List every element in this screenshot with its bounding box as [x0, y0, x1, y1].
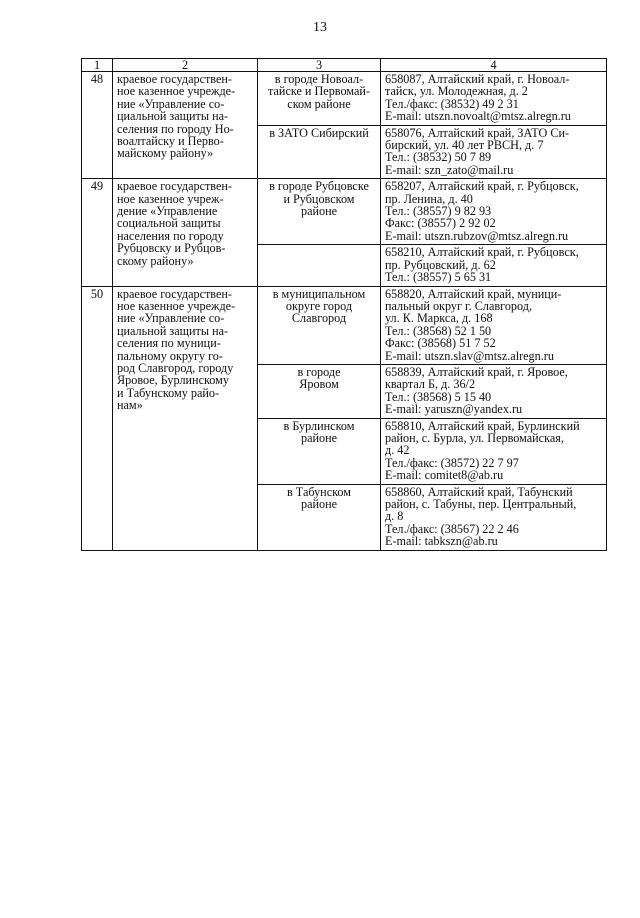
text-line: ное казенное учрежде-	[117, 84, 236, 99]
contact-cell	[381, 245, 607, 286]
text-line: пр. Ленина, д. 40	[385, 191, 473, 206]
text-line: Факс: (38557) 2 92 02	[385, 216, 496, 231]
district-cell	[258, 72, 381, 126]
text-line: населения по городу	[117, 228, 224, 243]
text-line: Рубцовску и Рубцов-	[117, 241, 226, 256]
text-line: Факс: (38568) 51 7 52	[385, 336, 496, 351]
text-line: E-mail: yaruszn@yandex.ru	[385, 402, 523, 417]
text-line: Тел.: (38557) 9 82 93	[385, 204, 492, 219]
text-line: Яровом	[299, 377, 339, 392]
text-line: 658860, Алтайский край, Табунский	[385, 484, 573, 499]
text-line: E-mail: utszn.rubzov@mtsz.alregn.ru	[385, 228, 569, 243]
institutions-table	[81, 58, 607, 551]
contact-cell	[381, 286, 607, 364]
text-line: ние «Управление со-	[117, 96, 225, 111]
text-line: ул. К. Маркса, д. 168	[385, 311, 493, 326]
text-line: краевое государствен-	[117, 286, 232, 301]
text-line: районе	[300, 497, 338, 511]
text-line: Тел./факс: (38567) 22 2 46	[385, 521, 519, 536]
text-line: д. 8	[385, 509, 404, 524]
text-line: E-mail: tabkszn@ab.ru	[385, 534, 498, 549]
text-line: районе	[300, 204, 338, 219]
text-line: и Табунскому райо-	[117, 385, 220, 400]
text-line: 658810, Алтайский край, Бурлинский	[385, 418, 580, 433]
contact-cell	[381, 72, 607, 126]
text-line: и Рубцовском	[283, 191, 355, 206]
table-body	[82, 59, 607, 551]
text-line: Тел.: (38557) 5 65 31	[385, 270, 492, 285]
table-row	[82, 179, 607, 245]
row-number-cell: 49	[82, 179, 113, 286]
table-header-row	[82, 59, 607, 72]
organization-cell	[113, 179, 258, 286]
text-line: 658820, Алтайский край, муници-	[385, 286, 562, 301]
text-line: 658839, Алтайский край, г. Яровое,	[385, 364, 568, 379]
text-line: социальной защиты	[117, 216, 221, 231]
row-number-cell: 48	[82, 72, 113, 179]
header-cell-3: 3	[258, 59, 381, 72]
text-line: E-mail: utszn.novoalt@mtsz.alregn.ru	[385, 109, 571, 124]
district-cell	[258, 125, 381, 179]
text-line: бирский, ул. 40 лет РВСН, д. 7	[385, 138, 544, 153]
text-line: Тел./факс: (38572) 22 7 97	[385, 455, 519, 470]
district-cell	[258, 364, 381, 418]
header-cell-1: 1	[82, 59, 113, 72]
district-cell	[258, 418, 381, 484]
text-line: воалтайску и Перво-	[117, 134, 224, 149]
text-line: 658210, Алтайский край, г. Рубцовск,	[385, 245, 579, 260]
text-line: Яровое, Бурлинскому	[117, 373, 229, 388]
contact-cell	[381, 418, 607, 484]
text-line: в Бурлинском	[283, 418, 355, 433]
text-line: ное казенное учрежде-	[117, 298, 236, 313]
text-line: Славгород	[291, 311, 347, 326]
text-line: селения по муници-	[117, 336, 221, 351]
text-line: районе	[300, 430, 338, 445]
organization-cell	[113, 72, 258, 179]
page-number: 13	[313, 20, 327, 35]
text-line: ском районе	[287, 96, 351, 111]
district-cell	[258, 245, 381, 286]
text-line: район, с. Бурла, ул. Первомайская,	[385, 430, 564, 445]
organization-cell	[113, 286, 258, 550]
text-line: E-mail: szn_zato@mail.ru	[385, 162, 514, 177]
text-line: округе город	[285, 298, 353, 313]
text-line: Тел.: (38568) 5 15 40	[385, 389, 492, 404]
text-line: циальной защиты на-	[117, 109, 229, 124]
district-cell	[258, 179, 381, 245]
district-cell	[258, 484, 381, 550]
text-line: в муниципальном	[272, 286, 366, 301]
text-line: майскому району»	[117, 146, 214, 161]
text-line: д. 42	[385, 443, 410, 458]
text-line: ние «Управление со-	[117, 311, 225, 326]
text-line: E-mail: comitet8@ab.ru	[385, 468, 504, 483]
text-line: пальный округ г. Славгород,	[385, 298, 533, 313]
row-number-cell: 50	[82, 286, 113, 550]
text-line: 658207, Алтайский край, г. Рубцовск,	[385, 179, 579, 194]
text-line: дение «Управление	[117, 204, 218, 219]
header-cell-4: 4	[381, 59, 607, 72]
text-line: квартал Б, д. 36/2	[385, 377, 476, 392]
text-line: тайск, ул. Молодежная, д. 2	[385, 84, 528, 99]
text-line: в городе Новоал-	[274, 72, 364, 86]
district-cell	[258, 286, 381, 364]
text-line: район, с. Табуны, пер. Центральный,	[385, 497, 577, 511]
table-row	[82, 72, 607, 126]
text-line: в Табунском	[287, 484, 351, 499]
text-line: 658087, Алтайский край, г. Новоал-	[385, 72, 570, 86]
text-line: E-mail: utszn.slav@mtsz.alregn.ru	[385, 348, 554, 363]
text-line: краевое государствен-	[117, 179, 232, 194]
header-cell-2: 2	[113, 59, 258, 72]
text-line: пр. Рубцовский, д. 62	[385, 257, 496, 272]
contact-cell	[381, 179, 607, 245]
text-line: Тел./факс: (38532) 49 2 31	[385, 96, 519, 111]
contact-cell	[381, 484, 607, 550]
text-line: скому району»	[117, 253, 194, 268]
text-line: тайске и Первомай-	[268, 84, 370, 99]
text-line: в городе	[297, 364, 341, 379]
text-line: 658076, Алтайский край, ЗАТО Си-	[385, 125, 570, 140]
text-line: Тел.: (38532) 50 7 89	[385, 150, 492, 165]
text-line: краевое государствен-	[117, 72, 232, 86]
text-line: в городе Рубцовске	[269, 179, 369, 194]
text-line: пальному округу го-	[117, 348, 223, 363]
table-row	[82, 286, 607, 364]
text-line: ное казенное учреж-	[117, 191, 224, 206]
text-line: Тел.: (38568) 52 1 50	[385, 323, 492, 338]
text-line: циальной защиты на-	[117, 323, 229, 338]
text-line: род Славгород, городу	[117, 360, 234, 375]
text-line: селения по городу Но-	[117, 121, 234, 136]
contact-cell	[381, 125, 607, 179]
text-line: нам»	[117, 398, 143, 413]
text-line: в ЗАТО Сибирский	[269, 125, 369, 140]
contact-cell	[381, 364, 607, 418]
